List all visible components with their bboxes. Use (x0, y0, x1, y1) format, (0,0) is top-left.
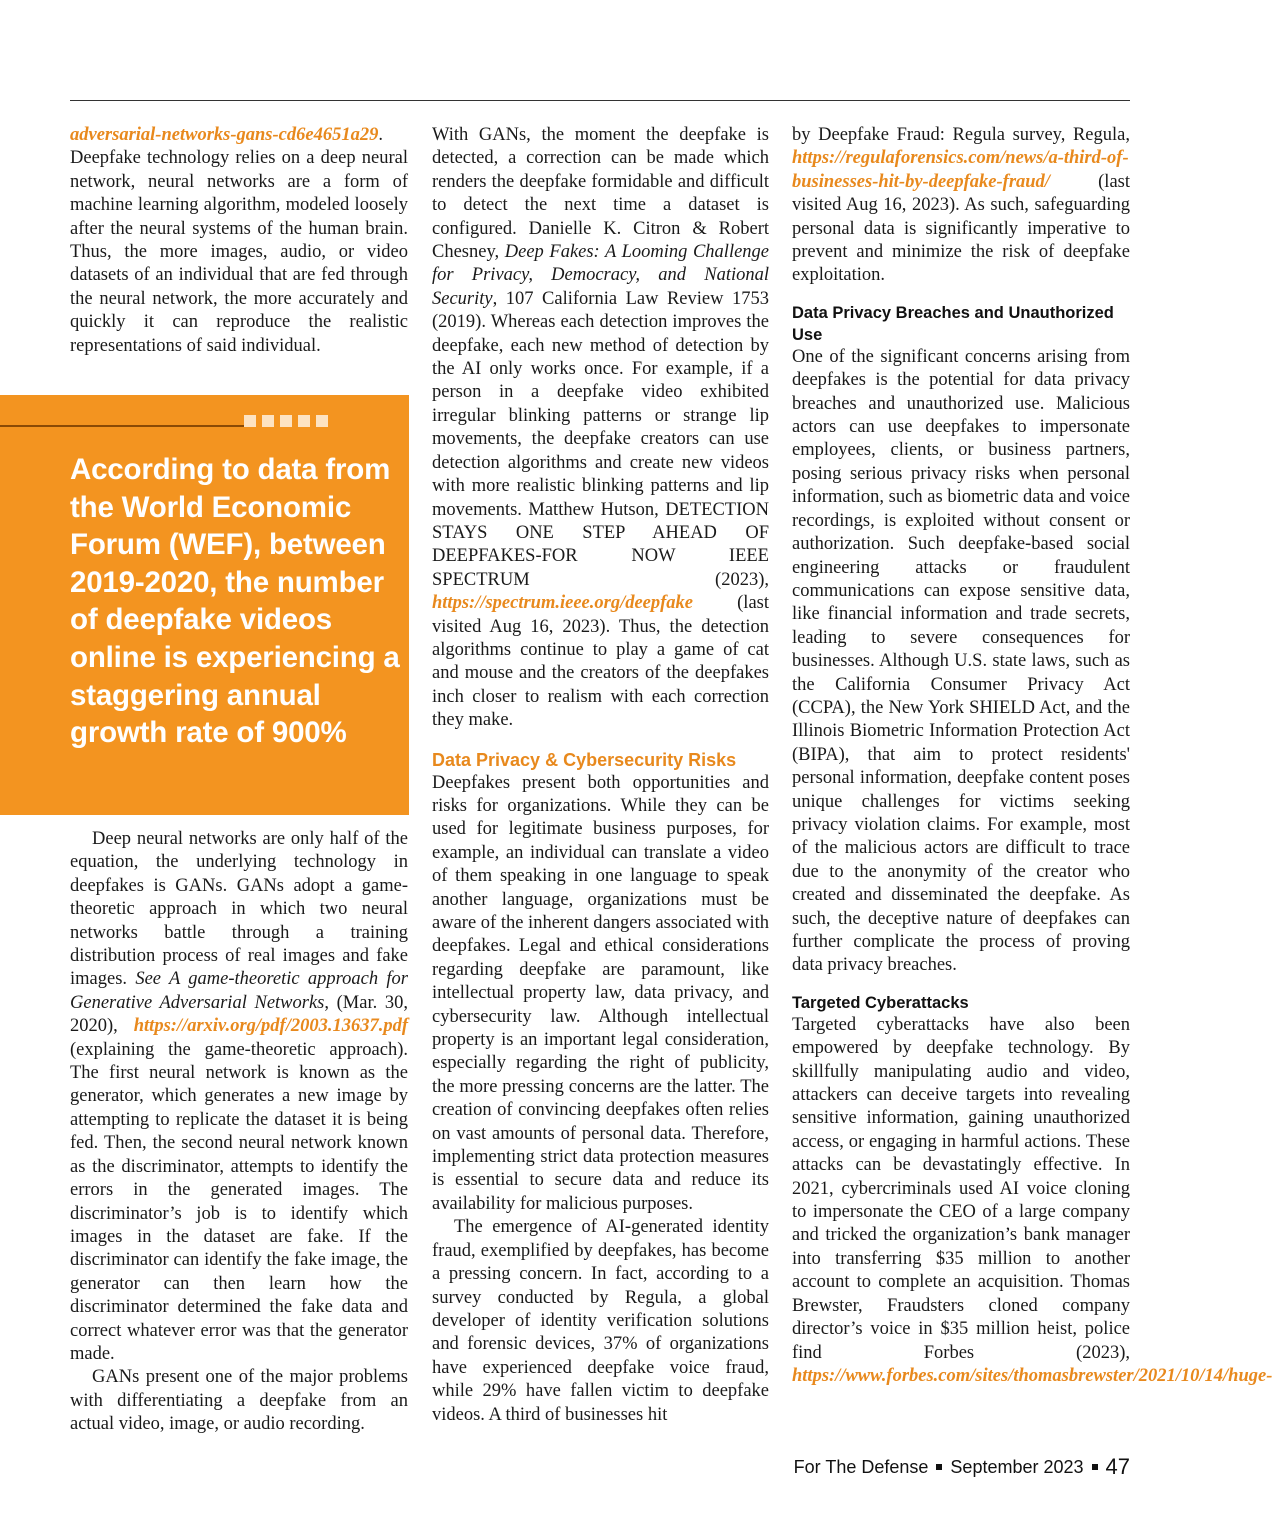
col1-para-2: Deep neural networks are only half of the equation, the underlying technology in deepfakes is GANs. GANs adopt a game-theoretic approach in which two neural networks battle through a training distribution process of real images and fake images. See A game-theoretic approach for Generative Adversarial Networks, (Mar. 30, 2020), https://arxiv.org/pdf/2003.13637.pdf (explaining the game-theoretic approach). The first neural network is known as the generator, which generates a new image by attempting to replicate the dataset it is being fed. Then, the second neural network known as the discriminator, attempts to identify the errors in the generated images. The discriminator’s job is to identify which images in the dataset are fake. If the discriminator can identify the fake image, the generator can then learn how the discriminator determined the fake data and correct whatever error was that the generator made. (70, 829, 408, 1364)
publication-name: For The Defense (793, 1456, 929, 1477)
arxiv-link[interactable]: https://arxiv.org/pdf/2003.13637.pdf (133, 1016, 408, 1037)
col2-para-2: Deepfakes present both opportunities and risks for organizations. While they can be used for legitimate business purposes, for example, an individual can translate a video of them speaking in one language to speak another language, organizations must be aware of the inherent dangers associated with deepfakes. Legal and ethical considerations regarding deepfake are paramount, like intellectual property law, data privacy, and cybersecurity law. Although intellectual property is an important legal consideration, especially regarding the right of publicity, the more pressing concerns are the latter. The creation of convincing deepfakes often relies on vast amounts of personal data. Therefore, implementing strict data protection measures is essential to secure data and reduce its availability for malicious purposes. (432, 772, 769, 1214)
column-2 (432, 124, 769, 1427)
regula-link[interactable]: https://regulaforensics.com/news/a-third-of-businesses-hit-by-deepfake-fraud/ (792, 148, 1129, 192)
citation-title: DETECTION STAYS ONE STEP AHEAD OF DEEPFAKES-FOR NOW IEEE SPECTRUM (432, 499, 769, 590)
col3-para-1: by Deepfake Fraud: Regula survey, Regula, https://regulaforensics.com/news/a-third-of-businesses-hit-by-deepfake-fraud/ (last visited Aug 16, 2023). As such, safeguarding personal data is significantly imperative to prevent and minimize the risk of deepfake exploitation. (792, 125, 1130, 286)
pull-quote-text: According to data from the World Economic Forum (WEF), between 2019-2020, the number of deepfake videos online is experiencing a staggering annual growth rate of 900% (70, 453, 400, 750)
pull-quote-dots (244, 415, 328, 427)
col2-para-3: The emergence of AI-generated identity fraud, exemplified by deepfakes, has become a pressing concern. In fact, according to a survey conducted by Regula, a global developer of identity verification solutions and forensic devices, 37% of organizations have experienced deepfake voice fraud, while 29% have fallen victim to deepfake videos. A third of businesses hit (432, 1217, 769, 1425)
col1-para-1: Deepfake technology relies on a deep neural network, neural networks are a form of machine learning algorithm, modeled loosely after the neural systems of the human brain. Thus, the more images, audio, or video datasets of an individual that are fed through the neural network, the more accurately and quickly it can reproduce the realistic representations of said individual. (70, 148, 408, 356)
header-rule (70, 100, 1130, 101)
col2-para-1: With GANs, the moment the deepfake is detected, a correction can be made which renders the deepfake formidable and difficult to detect the next time a dataset is configured. Danielle K. Citron & Robert Chesney, Deep Fakes: A Looming Challenge for Privacy, Democracy, and National Security, 107 California Law Review 1753 (2019). Whereas each detection improves the deepfake, each new method of detection by the AI only works once. For example, if a person in a deepfake video exhibited irregular blinking patterns or strange lip movements, the deepfake creators can use detection algorithms and create new videos with more realistic blinking patterns and lip movements. Matthew Hutson, DETECTION STAYS ONE STEP AHEAD OF DEEPFAKES-FOR NOW IEEE SPECTRUM (2023), https://spectrum.ieee.org/deepfake (last visited Aug 16, 2023). Thus, the detection algorithms continue to play a game of cat and mouse and the creators of the deepfakes inch closer to realism with each correction they make. (432, 125, 770, 731)
section-heading: Data Privacy Breaches and Unauthorized Use (792, 303, 1114, 344)
dot-marker (298, 415, 310, 427)
column-1-top (70, 124, 408, 358)
separator-square-icon (1092, 1464, 1098, 1470)
separator-square-icon (936, 1464, 942, 1470)
col1-lead-link[interactable]: adversarial-networks-gans-cd6e4651a29 (70, 125, 379, 145)
citation: Deep Fakes: A Looming Challenge for Privacy, Democracy, and National Security (432, 242, 770, 309)
page-number: 47 (1105, 1454, 1130, 1479)
column-1-bottom (70, 828, 408, 1437)
section-heading: Data Privacy & Cybersecurity Risks (432, 749, 737, 770)
col1-para-3: GANs present one of the major problems with differentiating a deepfake from an actual video, image, or audio recording. (70, 1367, 408, 1435)
dot-marker (244, 415, 256, 427)
page-footer (794, 1454, 1130, 1480)
citation: See A game-theoretic approach for Generative Adversarial Networks (70, 969, 408, 1013)
col3-para-3: Targeted cyberattacks have also been empowered by deepfake technology. By skillfully manipulating audio and video, attackers can deceive targets into revealing sensitive information, gaining unauthorized access, or engaging in harmful actions. These attacks can be devastatingly effective. In 2021, cybercriminals used AI voice cloning to impersonate the CEO of a large company and tricked the organization’s bank manager into transferring $35 million to another account to complete an acquisition. Thomas Brewster, Fraudsters cloned company director’s voice in $35 million heist, police find Forbes (2023), https://www.forbes.com/sites/thomasbrewster/2021/10/14/huge- (792, 1014, 1272, 1386)
dot-marker (316, 415, 328, 427)
col3-para-2: One of the significant concerns arising from deepfakes is the potential for data privacy breaches and unauthorized use. Malicious actors can use deepfakes to impersonate employees, clients, or business partners, posing serious privacy risks when personal information, such as biometric data and voice recordings, is exploited without consent or authorization. Such deepfake-based social engineering attacks or fraudulent communications can expose sensitive data, like financial information and trade secrets, leading to severe consequences for businesses. Although U.S. state laws, such as the California Consumer Privacy Act (CCPA), the New York SHIELD Act, and the Illinois Biometric Information Protection Act (BIPA), that aim to protect residents' personal information, deepfake content poses unique challenges for victims seeking privacy violation claims. For example, most of the malicious actors are difficult to trace due to the anonymity of the creator who created and disseminated the deepfake. As such, the deceptive nature of deepfakes can further complicate the process of proving data privacy breaches. (792, 346, 1130, 976)
section-heading: Targeted Cyberattacks (792, 993, 969, 1012)
pull-quote-rule (0, 425, 244, 427)
dot-marker (280, 415, 292, 427)
col1-lead: adversarial-networks-gans-cd6e4651a29. (70, 125, 383, 145)
column-3 (792, 124, 1272, 1388)
ieee-link[interactable]: https://spectrum.ieee.org/deepfake (432, 593, 694, 614)
forbes-link[interactable]: https://www.forbes.com/sites/thomasbrewster/2021/10/14/huge- (792, 1365, 1272, 1386)
issue-date: September 2023 (950, 1456, 1084, 1477)
dot-marker (262, 415, 274, 427)
